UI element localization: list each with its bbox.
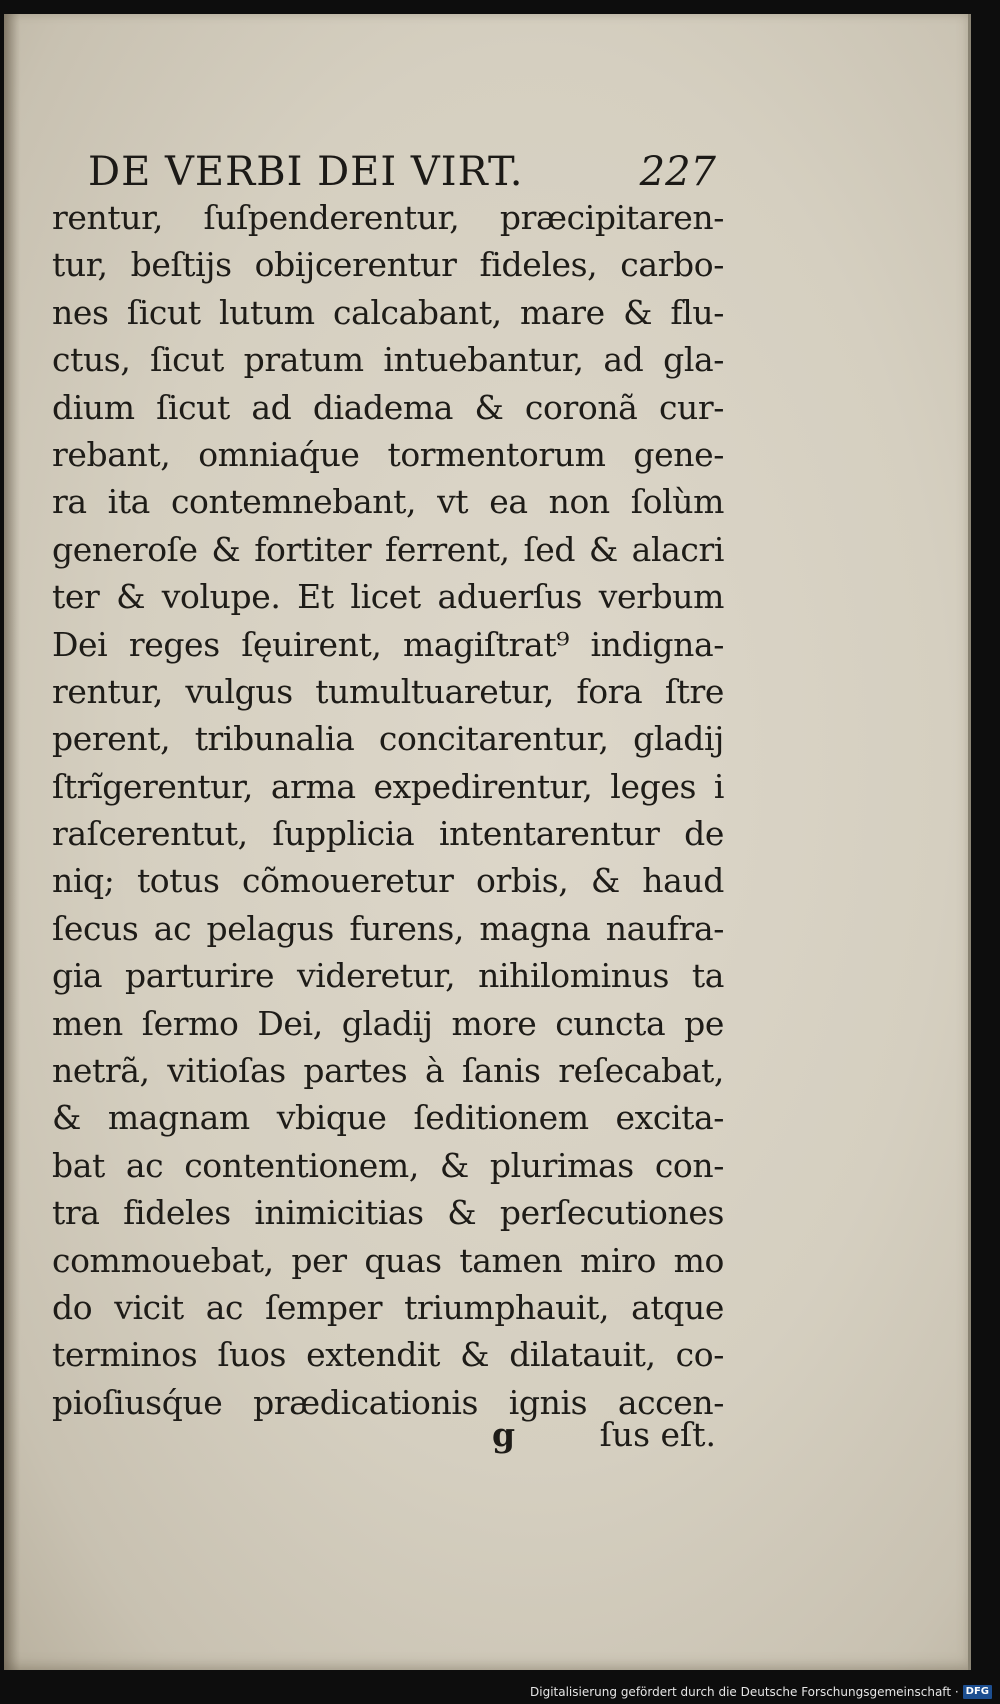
text-line: Dei reges ſęuirent, magiſtrat⁹ indigna- xyxy=(52,624,724,664)
text-line: raſcerentut, ſupplicia intentarentur de xyxy=(52,814,724,854)
catchword: ſus eſt. xyxy=(599,1415,716,1454)
text-line: tra fideles inimicitias & perſecutiones xyxy=(52,1193,724,1233)
text-line: & magnam vbique ſeditionem excita- xyxy=(52,1098,724,1138)
text-line: niq; totus cõmoueretur orbis, & haud xyxy=(52,861,724,901)
text-line: men ſermo Dei, gladij more cuncta pe xyxy=(52,1003,724,1043)
text-line: rentur, vulgus tumultuaretur, fora ſtre xyxy=(52,671,724,711)
running-title: DE VERBI DEI VIRT. xyxy=(88,149,524,195)
signature-mark: g xyxy=(492,1415,516,1454)
book-page xyxy=(4,14,971,1670)
text-line: terminos ſuos extendit & dilatauit, co- xyxy=(52,1335,724,1375)
text-line: ſtrĩgerentur, arma expedirentur, leges i xyxy=(52,766,724,806)
dfg-logo: DFG xyxy=(963,1685,992,1699)
text-line: tur, beſtijs obijcerentur fideles, carbo- xyxy=(52,245,724,285)
text-line: bat ac contentionem, & plurimas con- xyxy=(52,1145,724,1185)
text-line: generoſe & fortiter ferrent, ſed & alacri xyxy=(52,529,724,569)
text-line: commouebat, per quas tamen miro mo xyxy=(52,1240,724,1280)
text-line: pioſiusq́ue prædicationis ignis accen- xyxy=(52,1382,724,1422)
text-line: rebant, omniaq́ue tormentorum gene- xyxy=(52,434,724,474)
gutter-shadow xyxy=(4,14,20,1670)
text-line: ter & volupe. Et licet aduerſus verbum xyxy=(52,577,724,617)
page-footer xyxy=(52,1410,724,1460)
text-line: ra ita contemnebant, vt ea non ſolùm xyxy=(52,482,724,522)
text-line: ctus, ſicut pratum intuebantur, ad gla- xyxy=(52,340,724,380)
page-number: 227 xyxy=(639,149,716,195)
text-line: netrã, vitioſas partes à ſanis reſecabat, xyxy=(52,1051,724,1091)
text-line: ſecus ac pelagus furens, magna naufra- xyxy=(52,908,724,948)
body-text xyxy=(52,194,724,1426)
text-line: rentur, ſuſpenderentur, præcipitaren- xyxy=(52,198,724,237)
credit-text: Digitalisierung gefördert durch die Deutsche Forschungsgemeinschaft · xyxy=(530,1685,959,1699)
text-line: do vicit ac ſemper triumphauit, atque xyxy=(52,1287,724,1327)
text-line: perent, tribunalia concitarentur, gladij xyxy=(52,719,724,759)
digitization-credit xyxy=(530,1684,992,1700)
text-line: dium ſicut ad diadema & coronã cur- xyxy=(52,387,724,427)
text-line: nes ſicut lutum calcabant, mare & flu- xyxy=(52,292,724,332)
text-line: gia parturire videretur, nihilominus ta xyxy=(52,956,724,996)
page-header xyxy=(88,144,716,200)
